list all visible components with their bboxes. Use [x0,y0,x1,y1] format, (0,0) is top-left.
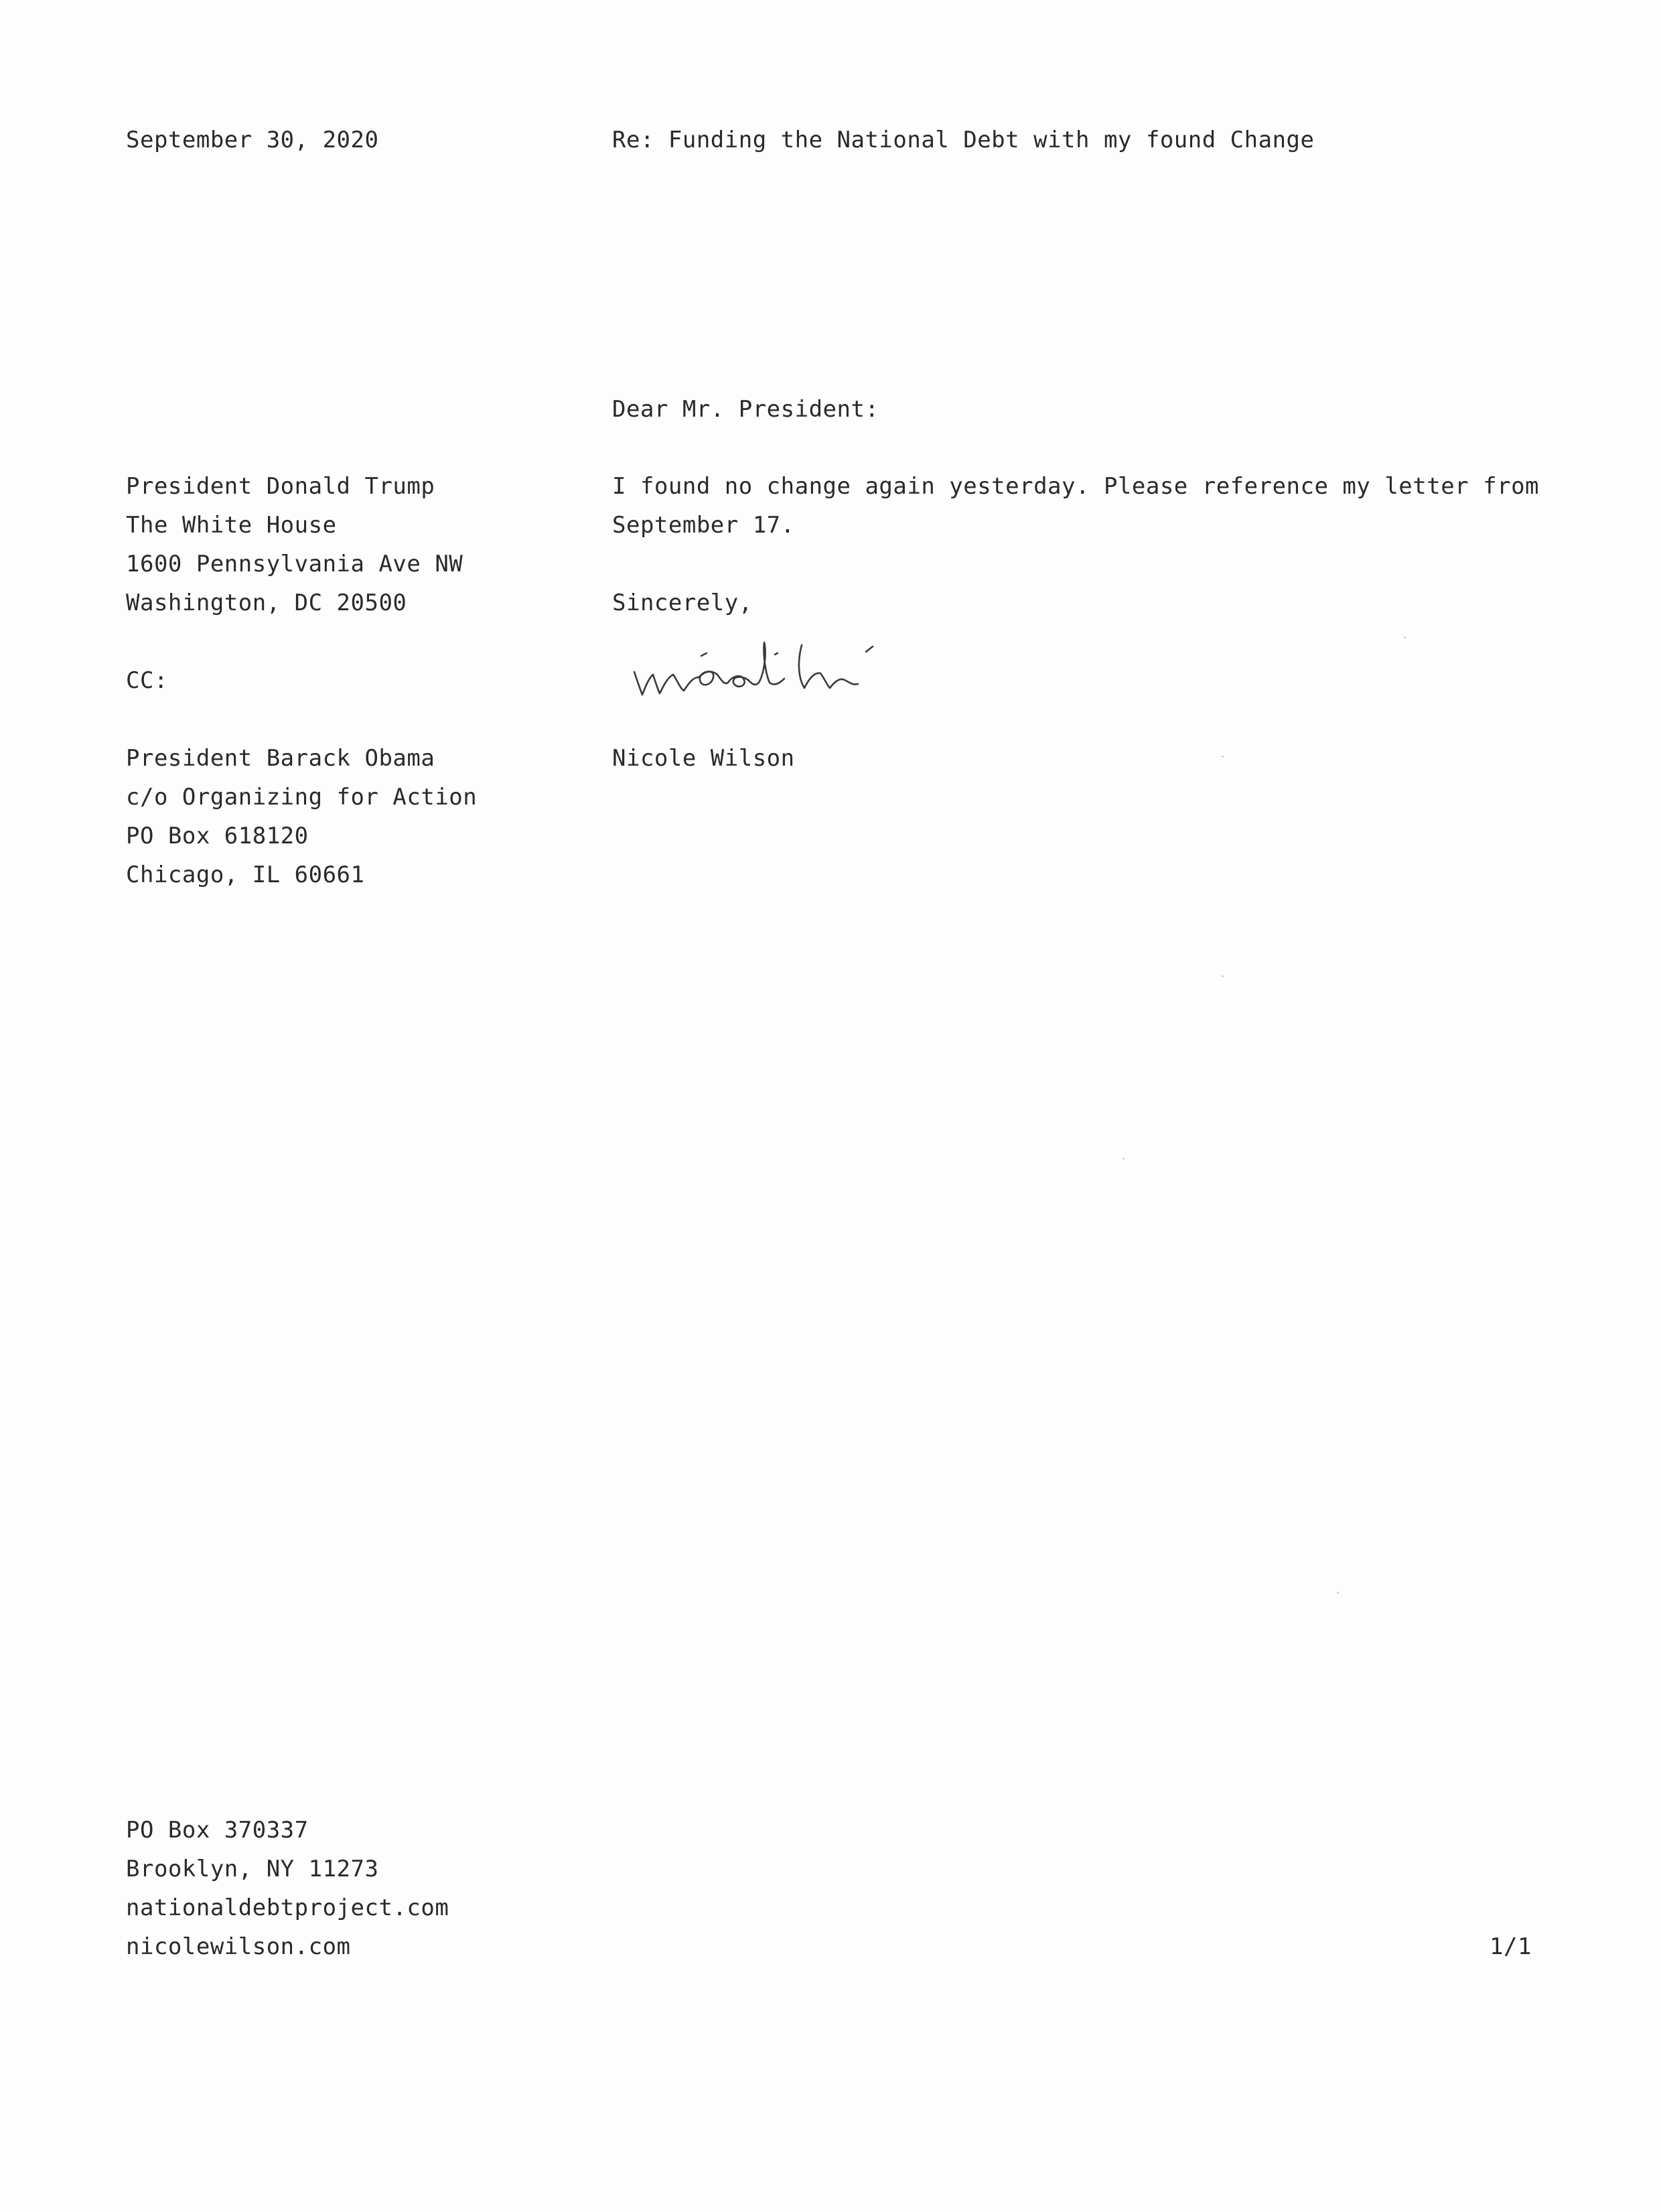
recipient-line: The White House [126,512,337,539]
closing: Sincerely, [612,590,753,616]
letter-subject: Re: Funding the National Debt with my found Change [612,127,1315,153]
signer-name: Nicole Wilson [612,745,795,772]
footer-line: nationaldebtproject.com [126,1894,449,1921]
recipient-line: President Donald Trump [126,473,435,500]
cc-line: c/o Organizing for Action [126,784,478,811]
scan-speck [1123,1158,1125,1160]
handwritten-signature [626,613,948,713]
cc-line: PO Box 618120 [126,823,309,849]
cc-label: CC: [126,667,168,694]
body-line: September 17. [612,512,795,539]
footer-line: Brooklyn, NY 11273 [126,1856,379,1882]
footer-line: PO Box 370337 [126,1817,309,1844]
body-line: I found no change again yesterday. Please reference my letter from [612,473,1540,500]
salutation: Dear Mr. President: [612,396,879,423]
scan-speck [1404,636,1406,638]
scan-speck [1222,975,1224,977]
recipient-line: Washington, DC 20500 [126,590,407,616]
scan-speck [1337,1592,1339,1594]
scan-speck [1222,756,1224,758]
letter-date: September 30, 2020 [126,127,379,153]
recipient-line: 1600 Pennsylvania Ave NW [126,551,463,577]
footer-line: nicolewilson.com [126,1933,351,1960]
cc-line: President Barack Obama [126,745,435,772]
cc-line: Chicago, IL 60661 [126,861,365,888]
page-number: 1/1 [1490,1933,1532,1960]
